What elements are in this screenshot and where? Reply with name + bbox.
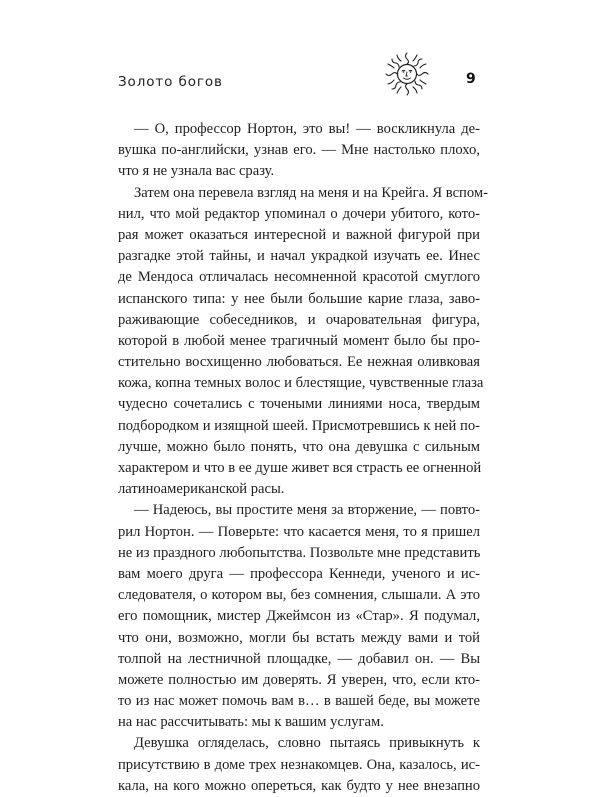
text-line: что они, возможно, могли бы встать между вами и той	[118, 629, 480, 646]
paragraph	[118, 733, 480, 797]
text-line: следователя, о котором вы, без сомнения, слышали. А это	[118, 587, 480, 604]
text-line: вам моего друга — профессора Кеннеди, ученого и ис-	[118, 565, 480, 582]
text-line: Затем она перевела взгляд на меня и на Крейга. Я вспом-	[134, 184, 488, 201]
text-line: можете полностью им доверять. Я уверен, что, если кто-	[118, 671, 480, 688]
page-number: 9	[466, 71, 476, 87]
text-line: раживающие собеседников, и очаровательная фигура,	[118, 311, 480, 328]
text-line: — О, профессор Нортон, это вы! — воскликнула де-	[134, 121, 480, 137]
text-line: нил, что мой редактор упоминал о дочери убитого, кото-	[118, 205, 480, 222]
text-line: подбородком и изящной шеей. Присмотревшись к ней по-	[118, 417, 480, 434]
text-line: чудесно сочетались с точеными линиями носа, твердым	[118, 396, 480, 413]
text-line: присутствию в доме трех незнакомцев. Она, казалось, ис-	[118, 756, 480, 773]
text-line: толпой на лестничной площадке, — добавил он. — Вы	[118, 650, 480, 667]
text-line: его помощник, мистер Джеймсон из «Стар». Я подумал,	[118, 608, 480, 625]
text-line: латиноамериканской расы.	[118, 481, 285, 498]
text-line: разгадке этой тайны, и начал украдкой изучать ее. Инес	[118, 248, 480, 265]
text-line: рил Нортон. — Поверьте: что касается меня, то я пришел	[118, 523, 480, 540]
text-line: Девушка огляделась, словно пытаясь привыкнуть к	[134, 735, 480, 752]
running-title: Золото богов	[118, 74, 223, 90]
text-line: кала, на кого можно опереться, как будто у нее внезапно	[118, 777, 480, 794]
text-line: лучше, можно было понять, что она девушка с сильным	[118, 438, 480, 455]
paragraph	[118, 119, 480, 183]
paragraph	[118, 500, 480, 733]
text-line: рая может оказаться интересной и важной фигурой при	[118, 226, 480, 243]
text-line: де Мендоса отличалась несомненной красотой смуглого	[118, 269, 480, 286]
text-line: не из праздного любопытства. Позвольте мне представить	[118, 544, 481, 561]
text-line: — Надеюсь, вы простите меня за вторжение, — повто-	[134, 502, 480, 519]
text-line: испанского типа: у нее были большие карие глаза, заво-	[118, 290, 480, 307]
text-line: на нас рассчитывать: мы к вашим услугам.	[118, 714, 384, 731]
sun-face-icon	[380, 47, 434, 101]
body-text	[118, 119, 488, 797]
text-line: характером и что в ее душе живет вся страсть ее огненной	[118, 460, 482, 476]
text-line: то из нас может помочь вам в… в вашей беде, вы можете	[118, 693, 480, 710]
text-line: которой в любой менее трагичный момент было бы про-	[118, 332, 480, 349]
text-line: что я не узнала вас сразу.	[118, 163, 275, 180]
text-line: кожа, копна темных волос и блестящие, чувственные глаза	[118, 375, 484, 392]
text-line: стительно восхищенно любоваться. Ее нежная оливковая	[118, 354, 480, 371]
paragraph	[118, 183, 488, 501]
text-line: вушка по-английски, узнав его. — Мне настолько плохо,	[118, 142, 480, 159]
